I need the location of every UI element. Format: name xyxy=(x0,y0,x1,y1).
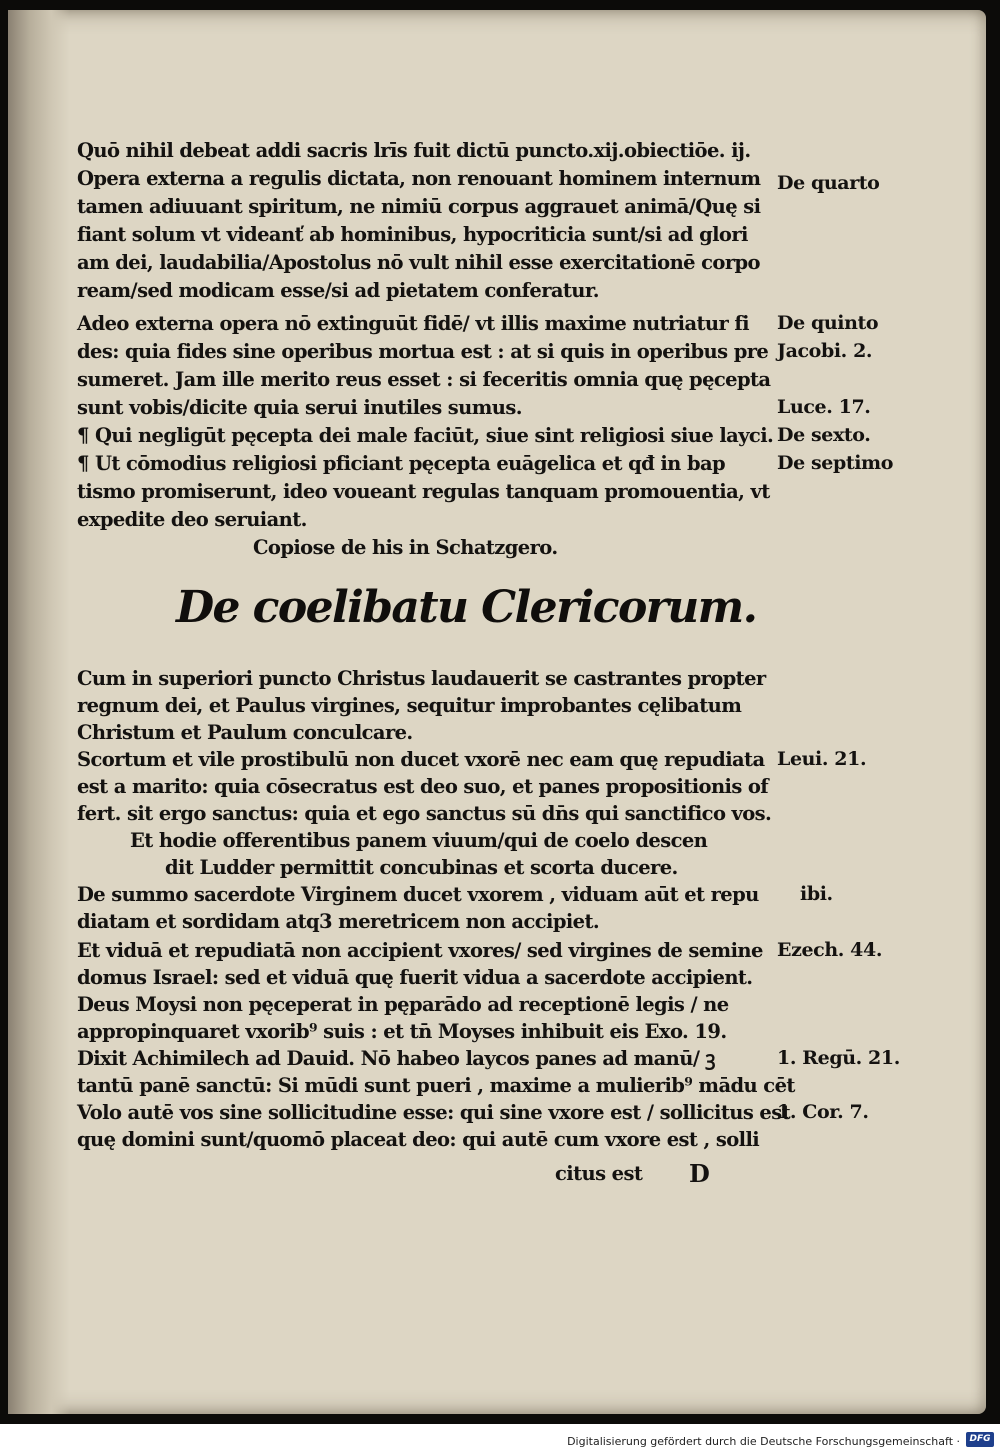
text-line: sunt vobis/dicite quia serui inutiles sumus. xyxy=(77,396,522,419)
text-line: Opera externa a regulis dictata, non renouant hominem internum xyxy=(77,167,761,190)
text-line: expedite deo seruiant. xyxy=(77,508,307,531)
text-line: Quō nihil debeat addi sacris lrīs fuit dictū puncto.xij.obiectiōe. ij. xyxy=(77,139,751,162)
section-heading: De coelibatu Clericorum. xyxy=(176,582,757,633)
reference-line: Copiose de his in Schatzgero. xyxy=(253,536,558,559)
margin-note: 1. Regū. 21. xyxy=(777,1047,900,1069)
text-line: tantū panē sanctū: Si mūdi sunt pueri , maxime a mulierib⁹ mādu cēt xyxy=(77,1074,795,1097)
margin-note: Jacobi. 2. xyxy=(777,340,873,362)
margin-note: Leui. 21. xyxy=(777,748,867,770)
margin-note: Ezech. 44. xyxy=(777,939,883,961)
margin-note: De quarto xyxy=(777,172,880,194)
text-line: sumeret. Jam ille merito reus esset : si feceritis omnia quę pęcepta xyxy=(77,368,771,391)
text-line: Volo autē vos sine sollicitudine esse: qui sine vxore est / sollicitus est xyxy=(77,1101,790,1124)
margin-note: ibi. xyxy=(800,883,833,905)
text-line: De summo sacerdote Virginem ducet vxorem , viduam aūt et repu xyxy=(77,883,759,906)
margin-note: De quinto xyxy=(777,312,879,334)
text-line: Deus Moysi non pęceperat in pęparādo ad receptionē legis / ne xyxy=(77,993,729,1016)
funding-credit: Digitalisierung gefördert durch die Deutsche Forschungsgemeinschaft · xyxy=(567,1435,960,1448)
text-line: Christum et Paulum conculcare. xyxy=(77,721,413,744)
text-line: diatam et sordidam atq3 meretricem non accipiet. xyxy=(77,910,600,933)
text-line: ¶ Ut cōmodius religiosi pficiant pęcepta euāgelica et qđ in bap xyxy=(77,452,726,475)
margin-note: 1. Cor. 7. xyxy=(777,1101,869,1123)
text-line: Adeo externa opera nō extinguūt fidē/ vt illis maxime nutriatur fi xyxy=(77,312,749,335)
text-line: est a marito: quia cōsecratus est deo suo, et panes propositionis of xyxy=(77,775,769,798)
text-line: Scortum et vile prostibulū non ducet vxorē nec eam quę repudiata xyxy=(77,748,765,771)
text-line: fert. sit ergo sanctus: quia et ego sanctus sū dn̄s qui sanctifico vos. xyxy=(77,802,772,825)
text-line: dit Ludder permittit concubinas et scorta ducere. xyxy=(165,856,678,879)
text-line: Et viduā et repudiatā non accipient vxores/ sed virgines de semine xyxy=(77,939,763,962)
text-line: des: quia fides sine operibus mortua est : at si quis in operibus pre xyxy=(77,340,769,363)
dfg-logo: DFG xyxy=(966,1432,994,1447)
text-line: fiant solum vt videanť ab hominibus, hypocriticia sunt/si ad glori xyxy=(77,223,748,246)
page-gutter xyxy=(8,10,70,1414)
text-line: Cum in superiori puncto Christus laudauerit se castrantes propter xyxy=(77,667,766,690)
text-line: tamen adiuuant spiritum, ne nimiū corpus aggrauet animā/Quę si xyxy=(77,195,761,218)
text-line: Dixit Achimilech ad Dauid. Nō habeo laycos panes ad manū/ ꝫ xyxy=(77,1047,715,1070)
text-line: Et hodie offerentibus panem viuum/qui de coelo descen xyxy=(130,829,708,852)
text-line: tismo promiserunt, ideo voueant regulas tanquam promouentia, vt xyxy=(77,480,770,503)
text-line: am dei, laudabilia/Apostolus nō vult nihil esse exercitationē corpo xyxy=(77,251,760,274)
text-line: domus Israel: sed et viduā quę fuerit vidua a sacerdote accipient. xyxy=(77,966,753,989)
text-line: ¶ Qui negligūt pęcepta dei male faciūt, siue sint religiosi siue layci. xyxy=(77,424,774,447)
signature-mark: D xyxy=(689,1159,710,1188)
text-line: quę domini sunt/quomō placeat deo: qui autē cum vxore est , solli xyxy=(77,1128,760,1151)
text-line: regnum dei, et Paulus virgines, sequitur improbantes cęlibatum xyxy=(77,694,742,717)
catchword: citus est xyxy=(555,1162,643,1185)
text-line: appropinquaret vxorib⁹ suis : et tn̄ Moyses inhibuit eis Exo. 19. xyxy=(77,1020,727,1043)
margin-note: Luce. 17. xyxy=(777,396,871,418)
margin-note: De septimo xyxy=(777,452,894,474)
footer-bar xyxy=(0,1424,1000,1454)
margin-note: De sexto. xyxy=(777,424,871,446)
text-line: ream/sed modicam esse/si ad pietatem conferatur. xyxy=(77,279,599,302)
